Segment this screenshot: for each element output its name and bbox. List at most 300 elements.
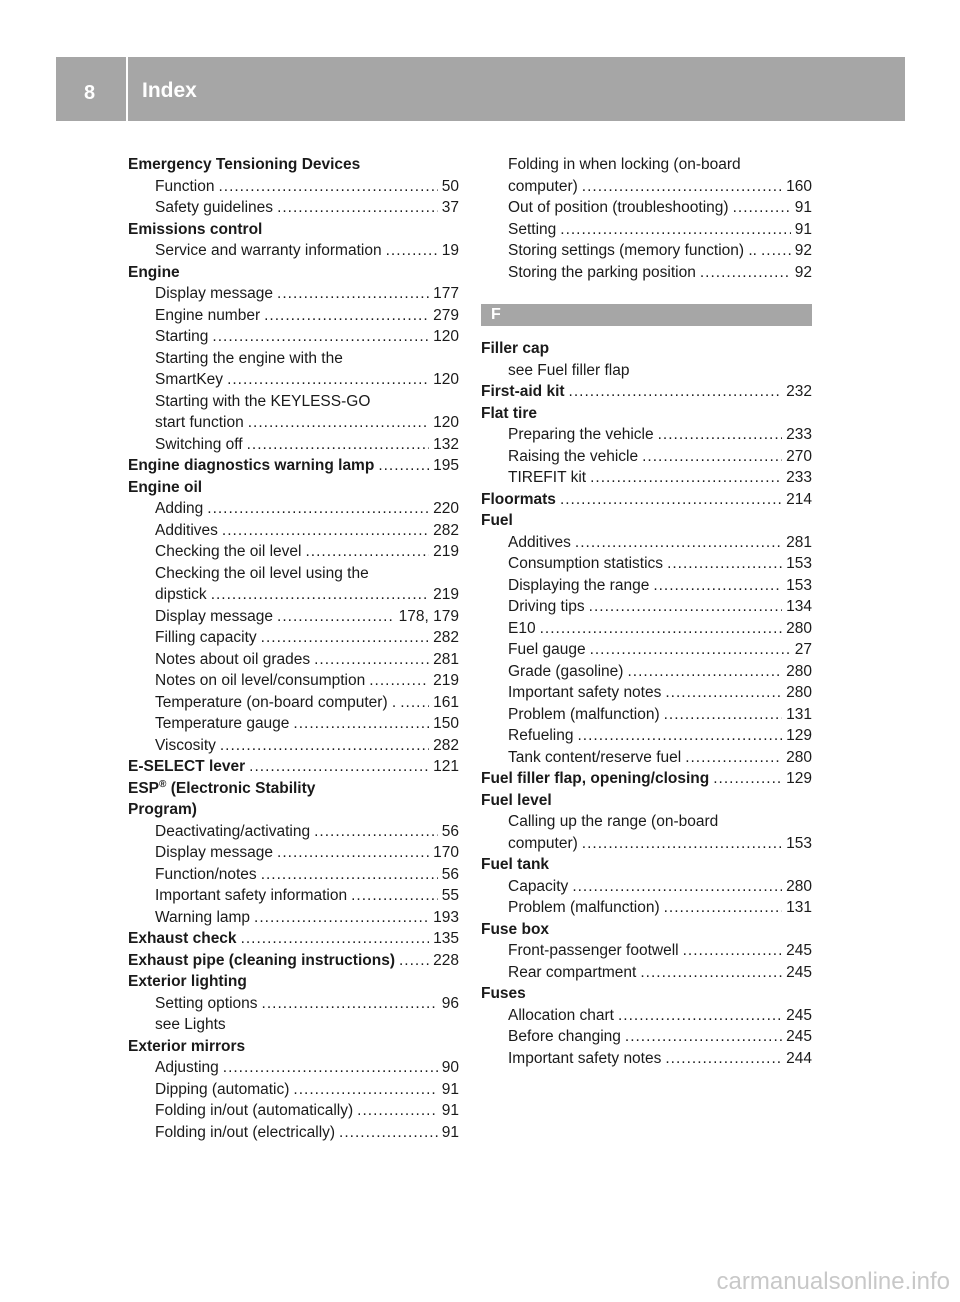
entry-label: Adjusting xyxy=(155,1059,219,1076)
entry-label: Checking the oil level using the xyxy=(155,564,369,582)
page-reference: 37 xyxy=(441,199,459,216)
index-subentry xyxy=(481,262,812,284)
page-reference: 56 xyxy=(441,822,459,840)
entry-label: Engine diagnostics warning lamp xyxy=(128,457,375,474)
page-reference: 129 xyxy=(786,727,812,744)
page-reference: 244 xyxy=(786,1049,812,1067)
page-reference: 219 xyxy=(433,586,459,603)
entry-label: Floormats xyxy=(481,490,556,508)
page-reference: 280 xyxy=(786,684,812,701)
page-reference: 280 xyxy=(786,748,812,766)
page-reference: 160 xyxy=(786,177,812,195)
dot-leader xyxy=(658,424,783,446)
index-subentry xyxy=(128,283,459,305)
index-entry-heading xyxy=(481,983,812,1005)
index-entry-heading xyxy=(481,854,812,876)
dot-leader xyxy=(578,725,783,747)
entry-label: Emissions control xyxy=(128,220,263,238)
page-reference: 232 xyxy=(786,383,812,400)
index-subentry xyxy=(128,391,459,413)
page-reference: 233 xyxy=(786,426,812,443)
entry-label: Exhaust check xyxy=(128,930,237,947)
index-entry-heading xyxy=(481,403,812,425)
index-subentry xyxy=(481,876,812,898)
index-subentry xyxy=(128,627,459,649)
dot-leader xyxy=(664,897,783,919)
entry-label: start function xyxy=(155,414,244,431)
entry-label: Notes about oil grades xyxy=(155,650,311,668)
entry-label: E-SELECT lever xyxy=(128,758,246,775)
page-reference: 153 xyxy=(786,834,812,852)
page-reference: 193 xyxy=(433,908,459,926)
dot-leader xyxy=(540,618,783,640)
index-subentry xyxy=(128,907,459,929)
page-reference: 50 xyxy=(441,177,459,195)
page-reference: 282 xyxy=(433,736,459,754)
index-subentry xyxy=(128,348,459,370)
entry-label: Emergency Tensioning Devices xyxy=(128,156,361,173)
dot-leader xyxy=(625,1026,782,1048)
page-reference: 219 xyxy=(433,672,459,689)
index-entry-heading xyxy=(128,477,459,499)
entry-label: Temperature (on-board computer) . xyxy=(155,693,397,711)
entry-label: Setting xyxy=(508,220,557,238)
entry-label: Problem (malfunction) xyxy=(508,705,660,723)
dot-leader xyxy=(293,713,429,735)
entry-label: Storing the parking position xyxy=(508,263,696,281)
entry-label: Function xyxy=(155,177,215,195)
dot-leader xyxy=(314,821,438,843)
entry-label: Flat tire xyxy=(481,404,537,422)
index-subentry xyxy=(128,885,459,907)
index-entry-heading xyxy=(481,919,812,941)
entry-label: Driving tips xyxy=(508,598,585,615)
entry-label: Additives xyxy=(508,533,571,551)
index-subentry xyxy=(128,864,459,886)
entry-label: E10 xyxy=(508,619,536,637)
entry-label: Display message xyxy=(155,285,274,302)
index-subentry xyxy=(481,1005,812,1027)
dot-leader xyxy=(305,541,429,563)
index-subentry xyxy=(481,811,812,833)
index-entry-heading xyxy=(481,489,812,511)
entry-label: Before changing xyxy=(508,1028,621,1045)
entry-label: Exterior mirrors xyxy=(128,1037,246,1055)
dot-leader xyxy=(369,670,429,692)
dot-leader xyxy=(261,627,429,649)
entry-label: dipstick xyxy=(155,586,207,603)
dot-leader xyxy=(399,950,429,972)
index-subentry xyxy=(481,639,812,661)
dot-leader xyxy=(627,661,782,683)
entry-label: Fuel gauge xyxy=(508,641,586,658)
index-subentry xyxy=(128,541,459,563)
entry-label: Starting with the KEYLESS-GO xyxy=(155,392,371,410)
page-reference: 19 xyxy=(441,242,459,259)
index-subentry xyxy=(128,498,459,520)
dot-leader xyxy=(248,412,429,434)
page-reference: 27 xyxy=(794,641,812,658)
dot-leader xyxy=(241,928,430,950)
dot-leader xyxy=(254,907,429,929)
dot-leader xyxy=(653,575,782,597)
page-header xyxy=(56,57,905,121)
index-subentry xyxy=(128,842,459,864)
entry-label: Display message xyxy=(155,844,274,861)
entry-label: Refueling xyxy=(508,727,574,744)
entry-label: Exhaust pipe (cleaning instructions) xyxy=(128,951,395,969)
index-subentry xyxy=(481,197,812,219)
dot-leader xyxy=(761,240,791,262)
dot-leader xyxy=(293,1079,437,1101)
entry-label: Safety guidelines xyxy=(155,199,274,216)
index-entry-heading xyxy=(481,510,812,532)
page-reference: 129 xyxy=(786,770,812,787)
dot-leader xyxy=(683,940,783,962)
index-subentry xyxy=(128,584,459,606)
index-subentry xyxy=(128,326,459,348)
page-reference: 55 xyxy=(441,887,459,904)
entry-label: Consumption statistics xyxy=(508,555,664,572)
page-reference: 177 xyxy=(433,285,459,302)
dot-leader xyxy=(667,553,782,575)
dot-leader xyxy=(590,639,791,661)
dot-leader xyxy=(277,606,395,628)
entry-label: Function/notes xyxy=(155,865,257,883)
dot-leader xyxy=(357,1100,438,1122)
dot-leader xyxy=(713,768,782,790)
index-column-right xyxy=(481,154,812,1069)
entry-label: Temperature gauge xyxy=(155,715,290,732)
index-subentry xyxy=(128,1079,459,1101)
entry-label: Service and warranty information xyxy=(155,242,382,259)
dot-leader xyxy=(569,381,783,403)
entry-label: Tank content/reserve fuel xyxy=(508,748,682,766)
index-subentry xyxy=(481,424,812,446)
dot-leader xyxy=(386,240,438,262)
page-reference: 120 xyxy=(433,371,459,388)
index-subentry xyxy=(481,575,812,597)
page-reference: 281 xyxy=(433,650,459,668)
index-subentry xyxy=(481,661,812,683)
index-subentry xyxy=(128,412,459,434)
dot-leader xyxy=(700,262,791,284)
page-reference: 280 xyxy=(786,877,812,895)
page-reference: 282 xyxy=(433,521,459,539)
dot-leader xyxy=(249,756,429,778)
dot-leader xyxy=(277,283,429,305)
dot-leader xyxy=(664,704,783,726)
page-reference: 245 xyxy=(786,963,812,981)
index-subentry xyxy=(128,993,459,1015)
dot-leader xyxy=(220,735,429,757)
entry-label: Folding in/out (automatically) xyxy=(155,1102,354,1119)
entry-label: Switching off xyxy=(155,435,243,453)
index-subentry xyxy=(481,596,812,618)
dot-leader xyxy=(212,326,429,348)
index-subentry xyxy=(481,747,812,769)
index-subentry xyxy=(481,940,812,962)
index-column-left xyxy=(128,154,459,1143)
page-reference: 135 xyxy=(433,930,459,947)
page-reference: 195 xyxy=(433,457,459,474)
dot-leader xyxy=(264,305,429,327)
dot-leader xyxy=(665,682,782,704)
page-reference: 91 xyxy=(441,1102,459,1119)
entry-label: Dipping (automatic) xyxy=(155,1080,290,1098)
dot-leader xyxy=(218,176,437,198)
index-subentry xyxy=(128,1014,459,1036)
index-subentry xyxy=(481,682,812,704)
entry-label: Folding in/out (electrically) xyxy=(155,1123,336,1141)
index-subentry xyxy=(128,197,459,219)
page-reference: 153 xyxy=(786,576,812,594)
page-reference: 120 xyxy=(433,414,459,431)
dot-leader xyxy=(277,197,438,219)
entry-label: Important safety notes xyxy=(508,684,662,701)
dot-leader xyxy=(339,1122,438,1144)
dot-leader xyxy=(665,1048,782,1070)
dot-leader xyxy=(560,219,790,241)
index-subentry xyxy=(481,176,812,198)
entry-label: Fuel tank xyxy=(481,856,550,873)
entry-label: Important safety notes xyxy=(508,1049,662,1067)
entry-label: see Fuel filler flap xyxy=(508,361,630,379)
entry-label: Folding in when locking (on-board xyxy=(508,156,741,173)
page-reference: 56 xyxy=(441,865,459,883)
entry-label: Rear compartment xyxy=(508,963,637,981)
entry-label: ESP® (Electronic Stability xyxy=(128,778,316,797)
index-subentry xyxy=(481,725,812,747)
entry-label: Adding xyxy=(155,500,204,517)
entry-label: SmartKey xyxy=(155,371,224,388)
entry-label: Important safety information xyxy=(155,887,348,904)
dot-leader xyxy=(207,498,429,520)
index-subentry xyxy=(128,670,459,692)
index-subentry xyxy=(481,446,812,468)
entry-label: Filling capacity xyxy=(155,629,257,646)
page-reference: 92 xyxy=(794,263,812,281)
index-entry-heading xyxy=(481,381,812,403)
index-subentry xyxy=(481,897,812,919)
dot-leader xyxy=(642,446,782,468)
page-reference: 134 xyxy=(786,598,812,615)
dot-leader xyxy=(589,596,782,618)
entry-label: First-aid kit xyxy=(481,383,565,400)
index-subentry xyxy=(481,618,812,640)
entry-label: Fuse box xyxy=(481,920,550,938)
page-reference: 178, 179 xyxy=(398,607,459,625)
page-reference: 132 xyxy=(433,435,459,453)
index-entry-heading xyxy=(481,768,812,790)
page-reference: 131 xyxy=(786,899,812,916)
entry-label: Starting the engine with the xyxy=(155,349,343,367)
entry-label: Front-passenger footwell xyxy=(508,942,679,959)
page-reference: 170 xyxy=(433,844,459,861)
entry-label: Allocation chart xyxy=(508,1006,614,1024)
index-entry-heading xyxy=(128,154,459,176)
page-reference: 161 xyxy=(433,693,459,711)
entry-label: Fuses xyxy=(481,985,526,1002)
entry-label: Starting xyxy=(155,328,209,345)
dot-leader xyxy=(261,864,438,886)
index-entry-heading xyxy=(128,971,459,993)
index-subentry xyxy=(481,240,812,262)
page-reference: 91 xyxy=(794,220,812,238)
entry-label: Program) xyxy=(128,801,197,818)
index-entry-heading xyxy=(128,799,459,821)
entry-label: Raising the vehicle xyxy=(508,447,639,465)
entry-label: Warning lamp xyxy=(155,908,251,926)
page-reference: 279 xyxy=(433,306,459,324)
index-subentry xyxy=(481,962,812,984)
index-entry-heading xyxy=(128,778,459,800)
page-reference: 131 xyxy=(786,705,812,723)
entry-label: Storing settings (memory function) .. xyxy=(508,242,757,259)
index-subentry xyxy=(481,532,812,554)
index-entry-heading xyxy=(481,338,812,360)
index-subentry xyxy=(481,704,812,726)
dot-leader xyxy=(685,747,782,769)
index-subentry xyxy=(128,176,459,198)
entry-label: Displaying the range xyxy=(508,576,650,594)
dot-leader xyxy=(575,532,782,554)
page-reference: 121 xyxy=(433,758,459,775)
index-entry-heading xyxy=(128,928,459,950)
entry-label: see Lights xyxy=(155,1016,226,1033)
entry-label: Out of position (troubleshooting) xyxy=(508,199,729,216)
dot-leader xyxy=(223,1057,438,1079)
dot-leader xyxy=(582,833,782,855)
entry-label: Calling up the range (on-board xyxy=(508,813,719,830)
section-letter-bar: F xyxy=(481,304,812,326)
page-reference: 91 xyxy=(441,1123,459,1141)
dot-leader xyxy=(247,434,430,456)
entry-label: Fuel level xyxy=(481,791,552,809)
entry-label: Setting options xyxy=(155,994,258,1012)
dot-leader xyxy=(618,1005,782,1027)
page-reference: 150 xyxy=(433,715,459,732)
dot-leader xyxy=(733,197,791,219)
entry-label: Fuel filler flap, opening/closing xyxy=(481,770,710,787)
dot-leader xyxy=(314,649,429,671)
entry-label: TIREFIT kit xyxy=(508,469,587,486)
page-reference: 90 xyxy=(441,1059,459,1076)
index-subentry xyxy=(128,369,459,391)
entry-label: Engine oil xyxy=(128,478,203,496)
entry-label: computer) xyxy=(508,834,578,852)
index-subentry xyxy=(128,240,459,262)
index-subentry xyxy=(128,821,459,843)
page-title: Index xyxy=(142,79,197,102)
entry-label: Fuel xyxy=(481,512,513,529)
dot-leader xyxy=(211,584,429,606)
dot-leader xyxy=(572,876,782,898)
page-reference: 120 xyxy=(433,328,459,345)
entry-label: Notes on oil level/consumption xyxy=(155,672,366,689)
dot-leader xyxy=(222,520,429,542)
entry-label: Problem (malfunction) xyxy=(508,899,660,916)
page-reference: 228 xyxy=(433,951,459,969)
index-subentry xyxy=(481,833,812,855)
index-entry-heading xyxy=(128,1036,459,1058)
index-subentry xyxy=(481,553,812,575)
index-subentry xyxy=(128,735,459,757)
page-reference: 245 xyxy=(786,1028,812,1045)
entry-label: computer) xyxy=(508,177,578,195)
index-entry-heading xyxy=(128,950,459,972)
page-reference: 91 xyxy=(794,199,812,216)
index-subentry xyxy=(128,563,459,585)
page-reference: 280 xyxy=(786,619,812,637)
index-entry-heading xyxy=(128,756,459,778)
index-entry-heading xyxy=(128,455,459,477)
dot-leader xyxy=(227,369,429,391)
index-subentry xyxy=(128,606,459,628)
dot-leader xyxy=(560,489,782,511)
dot-leader xyxy=(582,176,782,198)
index-subentry xyxy=(128,1122,459,1144)
index-subentry xyxy=(128,434,459,456)
entry-label: Exterior lighting xyxy=(128,973,247,990)
page-reference: 281 xyxy=(786,533,812,551)
dot-leader xyxy=(277,842,429,864)
page-reference: 220 xyxy=(433,500,459,517)
index-subentry xyxy=(128,1057,459,1079)
page-number: 8 xyxy=(84,81,96,104)
index-subentry xyxy=(128,520,459,542)
entry-label: Engine xyxy=(128,263,180,281)
entry-label: Additives xyxy=(155,521,218,539)
entry-label: Checking the oil level xyxy=(155,543,302,560)
index-subentry xyxy=(481,1026,812,1048)
page-reference: 214 xyxy=(786,490,812,508)
entry-label: Preparing the vehicle xyxy=(508,426,654,443)
dot-leader xyxy=(640,962,782,984)
index-subentry xyxy=(481,154,812,176)
dot-leader xyxy=(400,692,429,714)
page-reference: 245 xyxy=(786,1006,812,1024)
page-reference: 219 xyxy=(433,543,459,560)
entry-label: Grade (gasoline) xyxy=(508,662,624,680)
index-subentry xyxy=(128,649,459,671)
page-reference: 233 xyxy=(786,469,812,486)
entry-label: Display message xyxy=(155,607,274,625)
dot-leader xyxy=(378,455,429,477)
index-subentry xyxy=(128,713,459,735)
dot-leader xyxy=(590,467,782,489)
index-entry-heading xyxy=(128,262,459,284)
page-reference: 245 xyxy=(786,942,812,959)
dot-leader xyxy=(262,993,438,1015)
index-subentry xyxy=(481,1048,812,1070)
index-subentry xyxy=(481,219,812,241)
page-reference: 92 xyxy=(794,242,812,259)
index-subentry xyxy=(128,692,459,714)
index-subentry xyxy=(128,1100,459,1122)
page-reference: 96 xyxy=(441,994,459,1012)
dot-leader xyxy=(351,885,438,907)
index-entry-heading xyxy=(128,219,459,241)
page-reference: 153 xyxy=(786,555,812,572)
page-reference: 280 xyxy=(786,662,812,680)
entry-label: Viscosity xyxy=(155,736,216,754)
entry-label: Deactivating/activating xyxy=(155,822,311,840)
index-subentry xyxy=(128,305,459,327)
index-subentry xyxy=(481,360,812,382)
entry-label: Filler cap xyxy=(481,340,550,357)
page-reference: 91 xyxy=(441,1080,459,1098)
